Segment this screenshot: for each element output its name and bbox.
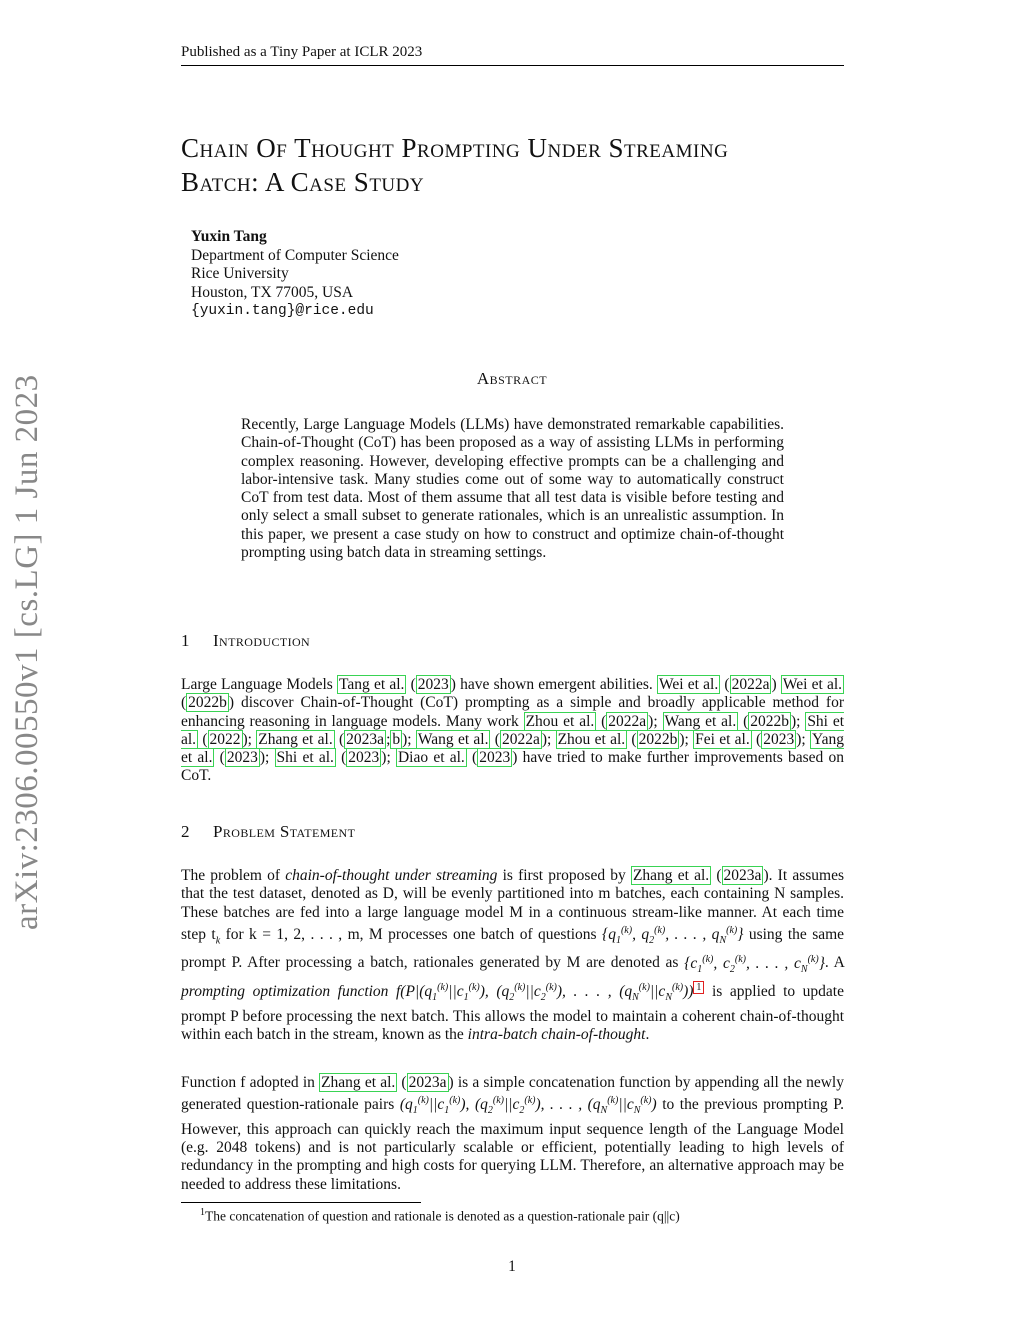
citation-link[interactable]: 2023 bbox=[763, 730, 795, 748]
section-title: Problem Statement bbox=[213, 822, 356, 841]
author-address: Houston, TX 77005, USA bbox=[191, 283, 354, 301]
section-number: 1 bbox=[181, 631, 190, 650]
citation-link[interactable]: 2022a bbox=[501, 730, 540, 748]
intro-paragraph: Large Language Models Tang et al. ( 2023 ) have shown emergent abilities. Wei et al. ( 2022a ) Wei et al. ( 2022b ) discover Chain-of-Thought (CoT) prompting as a simple and broadly applicable method for enhancing reasoning in language models. Many work Zhou et al. ( 2022a ); Wang et al. ( 2022b ); Shi et al. ( 2022 ); Zhang et al. ( 2023a ; b ); Wang et al. ( 2022a ); Zhou et al. ( 2022b ); Fei et al. ( 2023 ); Yang et al. ( 2023 ); Shi et al. ( 2023 ); Diao et al. ( 2023 ) have tried to make further improvements based on CoT. bbox=[181, 676, 845, 785]
citation-link[interactable]: Diao et al. bbox=[397, 749, 465, 767]
problem-paragraph-2: Function f adopted in Zhang et al. ( 2023a ) is a simple concatenation function by appending all the newly generated question-rationale pairs $(q_1^{(k)}||c_1^{(k)})$, $(q_2^{(k)}||c_2^{(k)})$, . . . , $(q_N^{(k)}||c_N^{(k)})$ to the previous prompting P. However, this approach can quickly reach the maximum input sequence length of the Language Model (e.g. 2048 tokens) and is not particularly scalable or efficient, potentially leading to high levels of redundancy in the prompting and high costs for querying LLM. Therefore, an alternative approach may be needed to address these limitations. bbox=[181, 1074, 845, 1193]
citation-link[interactable]: Shi et al. bbox=[276, 749, 334, 767]
citation-link[interactable]: 2022a bbox=[608, 712, 647, 730]
footnote-rule bbox=[181, 1202, 421, 1203]
running-header: Published as a Tiny Paper at ICLR 2023 bbox=[181, 44, 844, 66]
page-number: 1 bbox=[508, 1258, 516, 1275]
citation-link[interactable]: 2022b bbox=[638, 730, 678, 748]
citation-link[interactable]: b bbox=[392, 730, 401, 748]
author-dept: Department of Computer Science bbox=[191, 246, 399, 264]
citation-link[interactable]: Zhang et al. bbox=[258, 730, 333, 748]
title-line-1: Chain Of Thought Prompting Under Streaming bbox=[181, 133, 729, 163]
citation-link[interactable]: Wang et al. bbox=[664, 712, 737, 730]
citation-link[interactable]: 2022b bbox=[750, 712, 789, 730]
title-line-2: Batch: A Case Study bbox=[181, 167, 425, 197]
arxiv-watermark: arXiv:2306.00550v1 [cs.LG] 1 Jun 2023 bbox=[9, 374, 45, 930]
paper-title bbox=[181, 131, 861, 199]
citation-link[interactable]: 2023a bbox=[723, 867, 762, 884]
citation-link[interactable]: Fei et al. bbox=[695, 730, 750, 748]
footnote-link[interactable]: 1 bbox=[693, 981, 704, 994]
citation-link[interactable]: Yang et al. bbox=[181, 730, 844, 767]
author-email[interactable]: {yuxin.tang}@rice.edu bbox=[191, 303, 374, 319]
section-1-heading bbox=[181, 631, 310, 651]
citation-link[interactable]: 2023 bbox=[417, 676, 449, 693]
citation-link[interactable]: Wei et al. bbox=[659, 676, 719, 693]
citation-link[interactable]: Wang et al. bbox=[417, 730, 489, 748]
author-block bbox=[191, 228, 399, 321]
citation-link[interactable]: Tang et al. bbox=[339, 676, 405, 693]
author-univ: Rice University bbox=[191, 265, 289, 282]
citation-link[interactable]: 2022b bbox=[188, 694, 227, 712]
citation-link[interactable]: 2022a bbox=[731, 676, 770, 693]
author-name: Yuxin Tang bbox=[191, 228, 267, 245]
citation-link[interactable]: Zhou et al. bbox=[557, 730, 626, 748]
citation-link[interactable]: 2023 bbox=[226, 749, 258, 767]
abstract-text: Recently, Large Language Models (LLMs) have demonstrated remarkable capabilities. Chain-of-Thought (CoT) has been proposed as a way of assisting LLMs in performing complex reasoning. However, developing effective prompts can be a challenging and labor-intensive task. Many studies come out of some way to automatically construct CoT from test data. Most of them assume that all test data is visible before testing and only select a small subset to generate rationales, which is an unrealistic assumption. In this paper, we present a case study on how to construct and optimize chain-of-thought prompting using batch data in streaming settings. bbox=[241, 416, 784, 562]
citation-link[interactable]: 2022 bbox=[209, 730, 241, 748]
citation-link[interactable]: 2023 bbox=[479, 749, 511, 767]
citation-link[interactable]: Shi et al. bbox=[181, 712, 845, 748]
section-title: Introduction bbox=[213, 631, 311, 650]
citation-link[interactable]: Zhang et al. bbox=[321, 1074, 396, 1091]
citation-link[interactable]: Zhou et al. bbox=[525, 712, 595, 730]
section-number: 2 bbox=[181, 822, 190, 841]
footnote: $^1$The concatenation of question and rationale is denoted as a question-rationale pair (q||c) bbox=[200, 1207, 680, 1224]
citation-link[interactable]: 2023a bbox=[408, 1074, 447, 1091]
section-2-heading bbox=[181, 822, 355, 842]
problem-paragraph-1: The problem of chain-of-thought under streaming is first proposed by Zhang et al. ( 2023a ). It assumes that the test dataset, denoted as D, will be evenly partitioned into m batches, each containing N samples. These batches are fed into a large language model M in a continuous stream-like manner. At each time step $t_k$ for k = 1, 2, . . . , m, M processes one batch of questions {$q_1^{(k)}$, $q_2^{(k)}$, . . . , $q_N^{(k)}$} using the same prompt P. After processing a batch, rationales generated by M are denoted as {$c_1^{(k)}$, $c_2^{(k)}$, . . . , $c_N^{(k)}$}. A prompting optimization function $f(P|(q_1^{(k)}||c_1^{(k)})$, $(q_2^{(k)}||c_2^{(k)})$, . . . , $(q_N^{(k)}||c_N^{(k)})$) $^1$ is applied to update prompt P before processing the next batch. This allows the model to maintain a coherent chain-of-thought within each batch in the stream, known as the intra-batch chain-of-thought. bbox=[181, 867, 845, 1043]
citation-link[interactable]: 2023 bbox=[348, 749, 380, 767]
abstract-heading: Abstract bbox=[476, 369, 548, 388]
citation-link[interactable]: Zhang et al. bbox=[632, 867, 710, 884]
citation-link[interactable]: Wei et al. bbox=[782, 676, 843, 693]
citation-link[interactable]: 2023a bbox=[346, 730, 385, 748]
